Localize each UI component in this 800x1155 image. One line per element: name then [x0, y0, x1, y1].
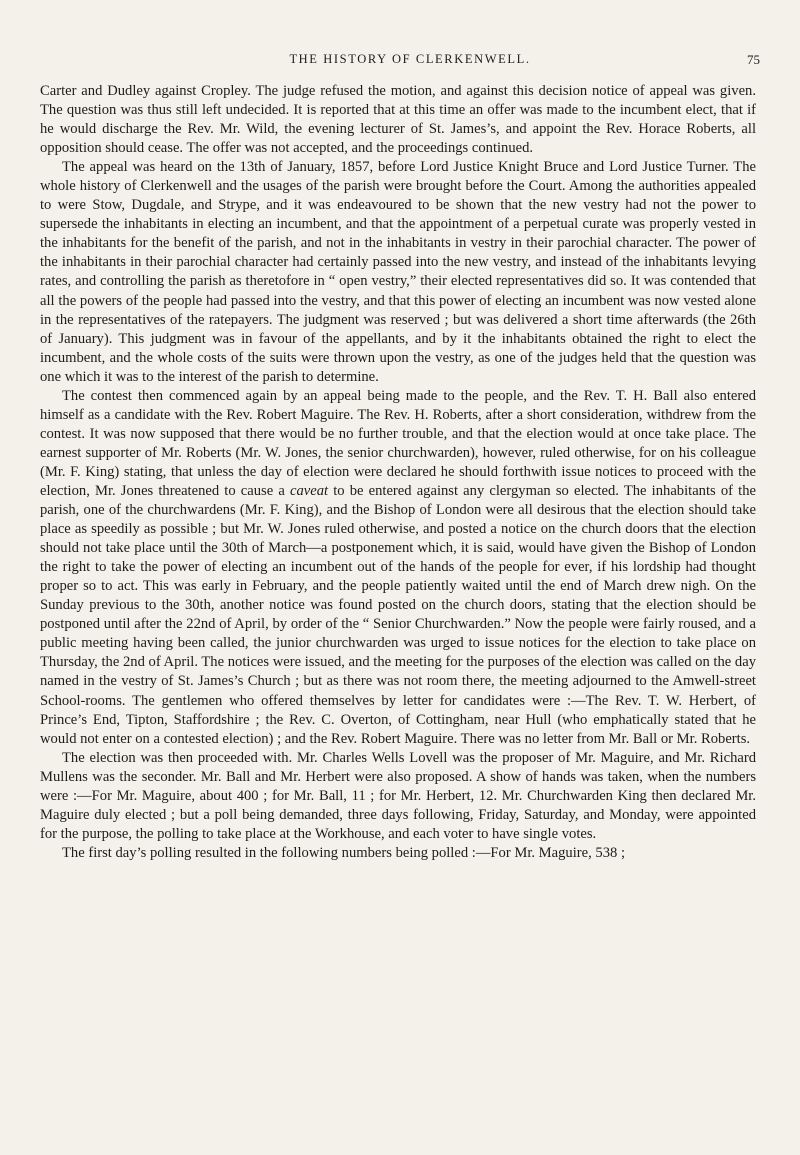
paragraph-1: Carter and Dudley against Cropley. The judge refused the motion, and against this decision notice of appeal was given. The question was thus still left undecided. It is reported that at this time an offer was made to the incumbent elect, that if he would discharge the Rev. Mr. Wild, the evening lecturer of St. James’s, and appoint the Rev. Horace Roberts, all opposition should cease. The offer was not accepted, and the proceedings continued.	[40, 83, 756, 157]
caveat-term: caveat	[289, 482, 329, 499]
paragraph-3: The contest then commenced again by an appeal being made to the people, and the Rev. T. H. Ball also entered himself as a candidate with the Rev. Robert Maguire. The Rev. H. Roberts, after a short consideration, withdrew from the contest. It was now supposed that there would be no further trouble, and that the election would at once take place. The earnest supporter of Mr. Roberts (Mr. W. Jones, the senior churchwarden), however, ruled otherwise, for on his colleague (Mr. F. King) stating, that unless the day of election were declared he should forthwith issue notices to proceed with the election, Mr. Jones threatened to cause a caveat to be entered against any clergyman so elected. The inhabitants of the parish, one of the churchwardens (Mr. F. King), and the Bishop of London were all desirous that the election should take place as speedily as possible ; but Mr. W. Jones ruled otherwise, and posted a notice on the church doors that the election should not take place until the 30th of March—a postponement which, it is said, would have given the Bishop of London the right to take the power of electing an incumbent out of the hands of the people for ever, if his lordship had thought proper so to act. This was early in February, and the people patiently waited until the end of March drew nigh. On the Sunday previous to the 30th, another notice was found posted on the church doors, stating that the election should be postponed until after the 22nd of April, by order of the “ Senior Churchwarden.” Now the people were fairly roused, and a public meeting having been called, the junior churchwarden was urged to issue notices for the election to take place on Thursday, the 2nd of April. The notices were issued, and the meeting for the purposes of the election was called on the day named in the vestry of St. James’s Church ; but as there was not room there, the meeting adjourned to the Amwell-street School-rooms. The gentlemen who offered themselves by letter for candidates were :—The Rev. T. W. Herbert, of Prince’s End, Tipton, Staffordshire ; the Rev. C. Overton, of Cottingham, near Hull (who emphatically stated that he would not enter on a contested election) ; and the Rev. Robert Maguire. There was no letter from Mr. Ball or Mr. Roberts.	[40, 387, 756, 747]
running-title: THE HISTORY OF CLERKENWELL.	[289, 52, 531, 66]
paragraph-5: The first day’s polling resulted in the following numbers being polled :—For Mr. Maguire, 538 ;	[62, 844, 625, 861]
page-number: 75	[747, 52, 760, 67]
body-text	[40, 82, 756, 863]
running-head	[60, 52, 760, 74]
paragraph-2: The appeal was heard on the 13th of January, 1857, before Lord Justice Knight Bruce and Lord Justice Turner. The whole history of Clerkenwell and the usages of the parish were brought before the Court. Among the authorities appealed to were Stow, Dugdale, and Strype, and it was endeavoured to be shown that the new vestry had not the power to supersede the inhabitants in electing an incumbent, and that the appointment of a perpetual curate was properly vested in the inhabitants for the benefit of the parish, and not in the inhabitants in vestry in their parochial character. The power of the inhabitants in their parochial character had certainly passed into the new vestry, and instead of the inhabitants levying rates, and controlling the parish as theretofore in “ open vestry,” their elected representatives did so. It was contended that all the powers of the people had passed into the vestry, and that this power of electing an incumbent was now vested alone in the representatives of the ratepayers. The judgment was reserved ; but was delivered a short time afterwards (the 26th of January). This judgment was in favour of the appellants, and by it the inhabitants obtained the right to elect the incumbent, and the whole costs of the suits were thrown upon the vestry, as one of the judges held that the question was one which it was to the interest of the parish to determine.	[40, 159, 756, 385]
paragraph-4: The election was then proceeded with. Mr. Charles Wells Lovell was the proposer of Mr. Maguire, and Mr. Richard Mullens was the seconder. Mr. Ball and Mr. Herbert were also proposed. A show of hands was taken, when the numbers were :—For Mr. Maguire, about 400 ; for Mr. Ball, 11 ; for Mr. Herbert, 12. Mr. Churchwarden King then declared Mr. Maguire duly elected ; but a poll being demanded, three days following, Friday, Saturday, and Monday, were appointed for the purpose, the polling to take place at the Workhouse, and each voter to have single votes.	[40, 749, 756, 842]
